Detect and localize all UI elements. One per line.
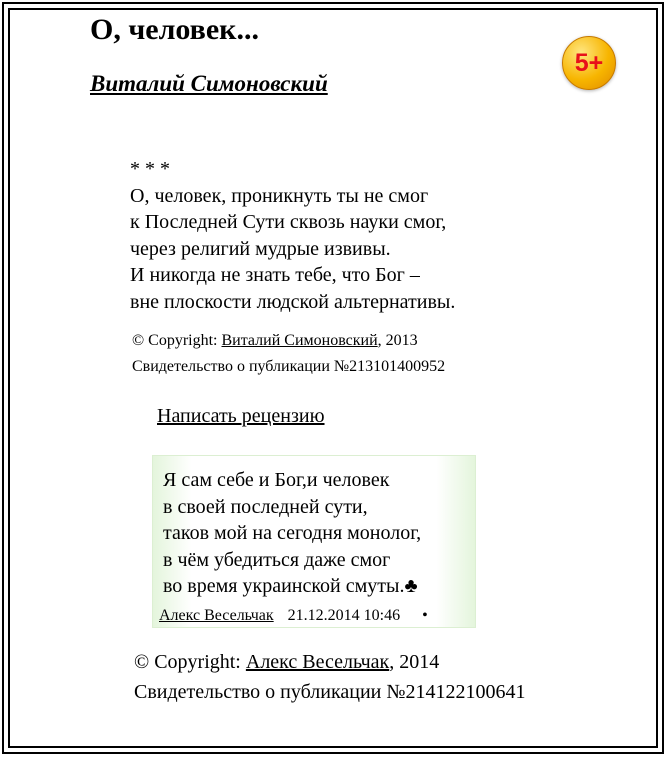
publication-certificate: Свидетельство о публикации №213101400952: [132, 358, 446, 375]
review-line: в своей последней сути,: [163, 495, 368, 518]
poem-copyright-line: [132, 328, 445, 354]
author-link[interactable]: Виталий Симоновский: [90, 71, 328, 96]
copyright-prefix: © Copyright:: [134, 651, 246, 673]
review-line: в чём убедиться даже смог: [163, 548, 391, 571]
poem-line: вне плоскости людской альтернативы.: [130, 290, 456, 313]
publication-certificate: Свидетельство о публикации №214122100641: [134, 681, 526, 703]
copyright-author-link[interactable]: Алекс Весельчак: [245, 651, 390, 673]
copyright-year: , 2014: [389, 651, 440, 673]
review-meta: [159, 605, 428, 627]
poem-line: к Последней Сути сквозь науки смог,: [130, 211, 447, 233]
page-title: О, человек...: [90, 13, 259, 46]
poem-stars: * * *: [130, 158, 170, 180]
review-marker: •: [422, 607, 428, 624]
review-text: [163, 467, 421, 600]
age-rating-badge: [562, 36, 616, 90]
poem-line: через религий мудрые извивы.: [130, 237, 391, 260]
reviewer-link[interactable]: Алекс Весельчак: [159, 607, 274, 624]
review-copyright-line: [134, 647, 525, 677]
copyright-prefix: © Copyright:: [132, 332, 222, 349]
poem-copyright-block: [132, 328, 445, 380]
write-review-link[interactable]: Написать рецензию: [157, 405, 325, 427]
review-copyright-block: [134, 647, 525, 707]
copyright-year: , 2013: [377, 332, 418, 349]
review-line: таков мой на сегодня монолог,: [163, 522, 422, 544]
poem-line: О, человек, проникнуть ты не смог: [130, 184, 429, 207]
review-datetime: 21.12.2014 10:46: [287, 607, 401, 624]
review-line: Я сам себе и Бог,и человек: [163, 469, 390, 491]
age-rating-label: 5+: [574, 48, 604, 77]
copyright-author-link[interactable]: Виталий Симоновский: [221, 332, 378, 349]
review-line: во время украинской смуты.♣: [163, 575, 418, 597]
poem: [130, 156, 455, 315]
poem-line: И никогда не знать тебе, что Бог –: [130, 264, 420, 286]
